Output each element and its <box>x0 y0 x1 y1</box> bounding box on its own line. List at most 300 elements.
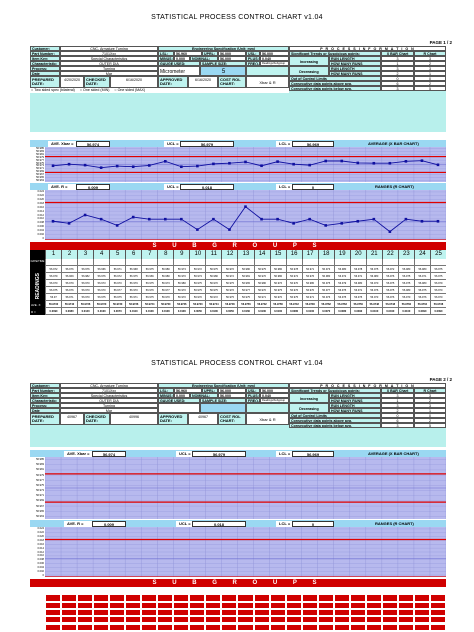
reading-cell-empty[interactable] <box>430 616 446 623</box>
reading-cell-empty[interactable] <box>254 602 270 609</box>
date-time-cell[interactable] <box>366 259 382 266</box>
reading-cell-empty[interactable] <box>237 616 253 623</box>
reading-cell-empty[interactable] <box>61 609 77 616</box>
reading-cell-empty[interactable] <box>205 609 221 616</box>
lsl-value[interactable]: 56.960 <box>174 51 202 56</box>
range-cell[interactable]: 0.0110 <box>125 308 141 315</box>
reading-cell-empty[interactable] <box>398 587 414 594</box>
reading-cell-empty[interactable] <box>318 616 334 623</box>
reading-cell[interactable]: 56.975 <box>45 287 61 294</box>
reading-cell-empty[interactable] <box>77 594 93 601</box>
reading-cell-empty[interactable] <box>141 609 157 616</box>
date-time-cell[interactable] <box>430 259 446 266</box>
reading-cell-empty[interactable] <box>221 594 237 601</box>
reading-cell-empty[interactable] <box>189 609 205 616</box>
date-time-cell[interactable] <box>254 259 270 266</box>
reading-cell-empty[interactable] <box>302 624 318 631</box>
reading-cell-empty[interactable] <box>61 587 77 594</box>
reading-cell-empty[interactable] <box>334 602 350 609</box>
reading-cell-empty[interactable] <box>221 624 237 631</box>
reading-cell[interactable]: 56.975 <box>334 294 350 301</box>
reading-cell-empty[interactable] <box>141 624 157 631</box>
date-value[interactable]: Mar <box>60 71 158 76</box>
reading-cell-empty[interactable] <box>318 624 334 631</box>
plus-value[interactable]: 0.040 <box>260 393 289 398</box>
reading-cell[interactable]: 56.975 <box>205 287 221 294</box>
reading-cell[interactable]: 56.975 <box>205 266 221 273</box>
reading-cell[interactable]: 56.980 <box>302 280 318 287</box>
date-time-cell[interactable] <box>414 259 430 266</box>
reading-cell-empty[interactable] <box>93 602 109 609</box>
reading-cell-empty[interactable] <box>398 616 414 623</box>
date-time-cell[interactable] <box>125 259 141 266</box>
reading-cell[interactable]: 56.980 <box>205 273 221 280</box>
reading-cell[interactable]: 56.979 <box>61 280 77 287</box>
ave-cell[interactable]: 56.9732 <box>45 301 61 308</box>
reading-cell[interactable]: 56.976 <box>61 266 77 273</box>
reading-cell-empty[interactable] <box>430 602 446 609</box>
reading-cell[interactable]: 56.970 <box>77 294 93 301</box>
reading-cell[interactable]: 56.980 <box>237 266 253 273</box>
reading-cell-empty[interactable] <box>205 624 221 631</box>
ave-cell[interactable]: 56.9762 <box>318 301 334 308</box>
ave-cell[interactable]: 56.9750 <box>350 301 366 308</box>
reading-cell-empty[interactable] <box>221 587 237 594</box>
date-time-cell[interactable] <box>157 259 173 266</box>
reading-cell-empty[interactable] <box>382 624 398 631</box>
reading-cell-empty[interactable] <box>382 602 398 609</box>
reading-cell-empty[interactable] <box>302 587 318 594</box>
reading-cell-empty[interactable] <box>366 609 382 616</box>
reading-cell-empty[interactable] <box>61 616 77 623</box>
reading-cell[interactable]: 56.975 <box>254 266 270 273</box>
reading-cell[interactable]: 56.970 <box>398 294 414 301</box>
reading-cell[interactable]: 56.976 <box>302 273 318 280</box>
date-time-cell[interactable] <box>302 259 318 266</box>
item-key-value[interactable]: Special Characteristics <box>60 393 158 398</box>
reading-cell[interactable]: 56.979 <box>334 280 350 287</box>
reading-cell[interactable]: 56.975 <box>414 287 430 294</box>
reading-cell[interactable]: 56.975 <box>125 273 141 280</box>
reading-cell[interactable]: 56.973 <box>173 266 189 273</box>
reading-cell-empty[interactable] <box>189 624 205 631</box>
reading-cell-empty[interactable] <box>109 624 125 631</box>
reading-cell-empty[interactable] <box>414 587 430 594</box>
reading-cell-empty[interactable] <box>157 602 173 609</box>
reading-cell[interactable]: 56.976 <box>286 287 302 294</box>
reading-cell[interactable]: 56.976 <box>318 294 334 301</box>
reading-cell-empty[interactable] <box>189 616 205 623</box>
reading-cell[interactable]: 56.980 <box>350 280 366 287</box>
range-cell[interactable]: 0.0090 <box>350 308 366 315</box>
two-sided-radio[interactable]: ○ Two sided spec (bilateral) <box>31 88 75 92</box>
reading-cell[interactable]: 56.966 <box>93 266 109 273</box>
reading-cell[interactable]: 56.976 <box>141 287 157 294</box>
reading-cell[interactable]: 56.973 <box>366 294 382 301</box>
reading-cell[interactable]: 56.970 <box>45 280 61 287</box>
reading-cell-empty[interactable] <box>350 624 366 631</box>
reading-cell[interactable]: 56.970 <box>173 273 189 280</box>
usl-value[interactable]: 56.000 <box>260 388 289 393</box>
ave-cell[interactable]: 56.9734 <box>141 301 157 308</box>
reading-cell-empty[interactable] <box>254 616 270 623</box>
reading-cell-empty[interactable] <box>173 594 189 601</box>
reading-cell[interactable]: 56.975 <box>398 273 414 280</box>
range-cell[interactable]: 0.0080 <box>334 308 350 315</box>
reading-cell-empty[interactable] <box>157 609 173 616</box>
reading-cell-empty[interactable] <box>286 616 302 623</box>
reading-cell-empty[interactable] <box>125 594 141 601</box>
range-cell[interactable]: 0.0100 <box>270 308 286 315</box>
reading-cell[interactable]: 56.980 <box>157 273 173 280</box>
customer-value[interactable]: CNC- Armature Turning <box>60 383 158 388</box>
reading-cell[interactable]: 56.976 <box>77 266 93 273</box>
reading-cell-empty[interactable] <box>366 624 382 631</box>
range-cell[interactable]: 0.0160 <box>237 308 253 315</box>
range-cell[interactable]: 0.0100 <box>173 308 189 315</box>
reading-cell-empty[interactable] <box>93 587 109 594</box>
date-time-cell[interactable] <box>382 259 398 266</box>
reading-cell[interactable]: 56.980 <box>334 266 350 273</box>
reading-cell-empty[interactable] <box>109 602 125 609</box>
reading-cell-empty[interactable] <box>173 616 189 623</box>
plus-value[interactable]: 0.040 <box>260 56 289 61</box>
nominal-value[interactable]: 56.000 <box>218 56 246 61</box>
reading-cell[interactable]: 56.979 <box>430 280 446 287</box>
reading-cell-empty[interactable] <box>414 602 430 609</box>
reading-cell-empty[interactable] <box>254 624 270 631</box>
reading-cell-empty[interactable] <box>157 616 173 623</box>
one-sided-max-radio[interactable]: ○ One sided (MAX) <box>114 88 146 92</box>
reading-cell[interactable]: 56.973 <box>157 280 173 287</box>
reading-cell[interactable]: 56.980 <box>254 280 270 287</box>
reading-cell[interactable]: 56.975 <box>221 294 237 301</box>
ave-cell[interactable]: 56.9720 <box>93 301 109 308</box>
reading-cell-empty[interactable] <box>430 594 446 601</box>
reading-cell[interactable]: 56.970 <box>254 287 270 294</box>
reading-cell[interactable]: 56.975 <box>109 294 125 301</box>
date-time-cell[interactable] <box>45 259 61 266</box>
ave-cell[interactable]: 56.9748 <box>221 301 237 308</box>
approved-value[interactable]: 40967 <box>188 413 218 425</box>
reading-cell-empty[interactable] <box>302 609 318 616</box>
reading-cell-empty[interactable] <box>430 587 446 594</box>
reading-cell[interactable]: 56.970 <box>109 280 125 287</box>
range-cell[interactable]: 0.0070 <box>109 308 125 315</box>
range-cell[interactable]: 0.0100 <box>398 308 414 315</box>
reading-cell[interactable]: 56.975 <box>382 280 398 287</box>
reading-cell-empty[interactable] <box>270 616 286 623</box>
reading-cell[interactable]: 56.979 <box>45 273 61 280</box>
reading-cell-empty[interactable] <box>286 609 302 616</box>
reading-cell[interactable]: 56.980 <box>270 273 286 280</box>
ave-cell[interactable]: 56.9764 <box>414 301 430 308</box>
reading-cell-empty[interactable] <box>318 587 334 594</box>
prepared-value[interactable]: 4/20/2020 <box>60 76 84 88</box>
lsl-value[interactable]: 56.960 <box>174 388 202 393</box>
reading-cell-empty[interactable] <box>334 609 350 616</box>
date-time-cell[interactable] <box>334 259 350 266</box>
characteristic-value[interactable]: OUTER DIA <box>60 61 158 66</box>
date-time-cell[interactable] <box>205 259 221 266</box>
reading-cell-empty[interactable] <box>237 624 253 631</box>
reading-cell[interactable]: 56.980 <box>398 266 414 273</box>
reading-cell[interactable]: 56.970 <box>302 287 318 294</box>
reading-cell-empty[interactable] <box>77 616 93 623</box>
ave-cell[interactable]: 56.9730 <box>109 301 125 308</box>
date-time-cell[interactable] <box>221 259 237 266</box>
reading-cell[interactable]: 56.970 <box>77 287 93 294</box>
reading-cell-empty[interactable] <box>334 594 350 601</box>
range-cell[interactable]: 0.0100 <box>141 308 157 315</box>
date-time-cell[interactable] <box>318 259 334 266</box>
reading-cell-empty[interactable] <box>173 609 189 616</box>
reading-cell-empty[interactable] <box>45 616 61 623</box>
reading-cell-empty[interactable] <box>382 587 398 594</box>
reading-cell-empty[interactable] <box>221 609 237 616</box>
reading-cell-empty[interactable] <box>286 594 302 601</box>
ave-cell[interactable]: 56.9736 <box>77 301 93 308</box>
reading-cell-empty[interactable] <box>286 587 302 594</box>
reading-cell-empty[interactable] <box>350 609 366 616</box>
reading-cell[interactable]: 56.975 <box>350 294 366 301</box>
reading-cell-empty[interactable] <box>270 602 286 609</box>
reading-cell-empty[interactable] <box>237 594 253 601</box>
range-cell[interactable]: 0.0100 <box>157 308 173 315</box>
reading-cell[interactable]: 56.970 <box>205 280 221 287</box>
reading-cell-empty[interactable] <box>430 624 446 631</box>
uprl-value[interactable]: 56.000 <box>218 388 246 393</box>
reading-cell[interactable]: 56.975 <box>141 294 157 301</box>
checked-value[interactable]: 6/16/2020 <box>110 76 158 88</box>
range-cell[interactable]: 0.0050 <box>189 308 205 315</box>
reading-cell-empty[interactable] <box>93 624 109 631</box>
reading-cell-empty[interactable] <box>77 587 93 594</box>
reading-cell-empty[interactable] <box>205 602 221 609</box>
reading-cell[interactable]: 56.971 <box>350 287 366 294</box>
reading-cell-empty[interactable] <box>189 602 205 609</box>
reading-cell[interactable]: 56.975 <box>398 280 414 287</box>
customer-value[interactable]: CNC- Armature Turning <box>60 46 158 51</box>
reading-cell[interactable]: 56.975 <box>237 294 253 301</box>
reading-cell-empty[interactable] <box>157 587 173 594</box>
freq-value[interactable]: Readings/Subgroup <box>260 398 289 403</box>
reading-cell[interactable]: 56.972 <box>334 273 350 280</box>
reading-cell-empty[interactable] <box>350 594 366 601</box>
reading-cell[interactable]: 56.976 <box>61 287 77 294</box>
range-cell[interactable]: 0.0090 <box>414 308 430 315</box>
reading-cell[interactable]: 56.975 <box>382 287 398 294</box>
date-time-cell[interactable] <box>286 259 302 266</box>
reading-cell[interactable]: 56.976 <box>270 280 286 287</box>
reading-cell[interactable]: 56.970 <box>270 294 286 301</box>
reading-cell-empty[interactable] <box>141 616 157 623</box>
freq-value[interactable]: Readings/Subgroup <box>260 61 289 66</box>
ave-cell[interactable]: 56.9730 <box>189 301 205 308</box>
ave-cell[interactable]: 56.9742 <box>61 301 77 308</box>
reading-cell-empty[interactable] <box>61 624 77 631</box>
reading-cell-empty[interactable] <box>350 602 366 609</box>
date-time-cell[interactable] <box>189 259 205 266</box>
reading-cell-empty[interactable] <box>254 594 270 601</box>
reading-cell-empty[interactable] <box>302 594 318 601</box>
reading-cell-empty[interactable] <box>189 594 205 601</box>
reading-cell-empty[interactable] <box>61 602 77 609</box>
date-time-cell[interactable] <box>270 259 286 266</box>
reading-cell[interactable]: 56.975 <box>318 280 334 287</box>
date-value[interactable]: Mar <box>60 408 158 413</box>
usl-value[interactable]: 56.000 <box>260 51 289 56</box>
reading-cell-empty[interactable] <box>125 587 141 594</box>
reading-cell[interactable]: 56.971 <box>254 294 270 301</box>
reading-cell-empty[interactable] <box>414 616 430 623</box>
range-cell[interactable]: 0.0090 <box>45 308 61 315</box>
ave-cell[interactable]: 56.9748 <box>382 301 398 308</box>
ave-cell[interactable]: 56.9760 <box>157 301 173 308</box>
reading-cell[interactable]: 56.975 <box>430 266 446 273</box>
reading-cell-empty[interactable] <box>254 609 270 616</box>
reading-cell-empty[interactable] <box>109 587 125 594</box>
date-time-cell[interactable] <box>173 259 189 266</box>
reading-cell[interactable]: 56.970 <box>173 287 189 294</box>
reading-cell[interactable]: 56.972 <box>286 273 302 280</box>
ave-cell[interactable]: 56.9742 <box>286 301 302 308</box>
approved-value[interactable]: 6/16/2020 <box>188 76 218 88</box>
reading-cell-empty[interactable] <box>45 587 61 594</box>
reading-cell-empty[interactable] <box>366 594 382 601</box>
ave-cell[interactable]: 56.9760 <box>398 301 414 308</box>
minus-value[interactable]: 0.000 <box>174 56 190 61</box>
reading-cell[interactable]: 56.972 <box>205 294 221 301</box>
reading-cell[interactable]: 56.971 <box>414 273 430 280</box>
reading-cell-empty[interactable] <box>205 594 221 601</box>
reading-cell[interactable]: 56.977 <box>237 287 253 294</box>
reading-cell[interactable]: 56.975 <box>286 294 302 301</box>
reading-cell[interactable]: 56.970 <box>254 273 270 280</box>
reading-cell-empty[interactable] <box>93 594 109 601</box>
reading-cell-empty[interactable] <box>77 602 93 609</box>
reading-cell[interactable]: 56.975 <box>430 273 446 280</box>
reading-cell[interactable]: 56.975 <box>189 287 205 294</box>
reading-cell-empty[interactable] <box>221 602 237 609</box>
reading-cell-empty[interactable] <box>141 602 157 609</box>
reading-cell[interactable]: 56.972 <box>109 273 125 280</box>
range-cell[interactable]: 0.0120 <box>77 308 93 315</box>
reading-cell[interactable]: 56.972 <box>382 266 398 273</box>
reading-cell[interactable]: 56.976 <box>382 294 398 301</box>
reading-cell[interactable]: 56.975 <box>270 287 286 294</box>
reading-cell-empty[interactable] <box>350 587 366 594</box>
reading-cell-empty[interactable] <box>414 594 430 601</box>
reading-cell[interactable]: 56.975 <box>141 266 157 273</box>
reading-cell[interactable]: 56.980 <box>157 266 173 273</box>
reading-cell-empty[interactable] <box>205 587 221 594</box>
reading-cell[interactable]: 56.971 <box>302 294 318 301</box>
reading-cell[interactable]: 56.971 <box>61 294 77 301</box>
reading-cell[interactable]: 56.965 <box>237 280 253 287</box>
checked-value[interactable]: 40996 <box>110 413 158 425</box>
reading-cell-empty[interactable] <box>286 602 302 609</box>
reading-cell[interactable]: 56.980 <box>366 273 382 280</box>
reading-cell-empty[interactable] <box>270 609 286 616</box>
reading-cell-empty[interactable] <box>366 587 382 594</box>
uprl-value[interactable]: 56.000 <box>218 51 246 56</box>
process-value[interactable]: Turning <box>60 66 158 71</box>
date-time-cell[interactable] <box>61 259 77 266</box>
reading-cell-empty[interactable] <box>270 587 286 594</box>
reading-cell-empty[interactable] <box>173 602 189 609</box>
reading-cell-empty[interactable] <box>302 602 318 609</box>
gauge-value-blank[interactable] <box>158 403 200 413</box>
reading-cell-empty[interactable] <box>286 624 302 631</box>
reading-cell[interactable]: 56.970 <box>430 294 446 301</box>
reading-cell[interactable]: 56.973 <box>318 266 334 273</box>
reading-cell-empty[interactable] <box>318 609 334 616</box>
reading-cell-empty[interactable] <box>45 602 61 609</box>
reading-cell[interactable]: 56.968 <box>125 266 141 273</box>
ave-cell[interactable]: 56.9762 <box>334 301 350 308</box>
reading-cell[interactable]: 56.970 <box>286 280 302 287</box>
reading-cell[interactable]: 56.971 <box>302 266 318 273</box>
reading-cell-empty[interactable] <box>93 609 109 616</box>
ave-cell[interactable]: 56.9726 <box>173 301 189 308</box>
range-cell[interactable]: 0.0040 <box>382 308 398 315</box>
reading-cell[interactable]: 56.970 <box>173 294 189 301</box>
reading-cell[interactable]: 56.975 <box>366 266 382 273</box>
reading-cell[interactable]: 56.970 <box>366 280 382 287</box>
reading-cell-empty[interactable] <box>173 587 189 594</box>
reading-cell-empty[interactable] <box>366 616 382 623</box>
date-time-cell[interactable] <box>93 259 109 266</box>
reading-cell-empty[interactable] <box>61 594 77 601</box>
reading-cell-empty[interactable] <box>189 587 205 594</box>
reading-cell-empty[interactable] <box>254 587 270 594</box>
reading-cell[interactable]: 56.975 <box>189 280 205 287</box>
sample-size-blank[interactable] <box>200 403 246 413</box>
range-cell[interactable]: 0.0080 <box>61 308 77 315</box>
nominal-value[interactable]: 56.000 <box>218 393 246 398</box>
reading-cell[interactable]: 56.971 <box>125 294 141 301</box>
reading-cell-empty[interactable] <box>125 609 141 616</box>
ave-cell[interactable]: 56.9736 <box>302 301 318 308</box>
reading-cell-empty[interactable] <box>270 624 286 631</box>
date-time-cell[interactable] <box>109 259 125 266</box>
reading-cell-empty[interactable] <box>430 609 446 616</box>
characteristic-value[interactable]: OUTER DIA <box>60 398 158 403</box>
reading-cell[interactable]: 56.972 <box>189 266 205 273</box>
chart-type-value[interactable]: Xbar & R <box>246 76 289 88</box>
date-time-cell[interactable] <box>237 259 253 266</box>
range-cell[interactable]: 0.0100 <box>366 308 382 315</box>
reading-cell[interactable]: 56.977 <box>318 287 334 294</box>
reading-cell-empty[interactable] <box>157 594 173 601</box>
date-time-cell[interactable] <box>398 259 414 266</box>
reading-cell[interactable]: 56.966 <box>141 273 157 280</box>
range-cell[interactable]: 0.0050 <box>221 308 237 315</box>
reading-cell[interactable]: 56.980 <box>173 280 189 287</box>
reading-cell[interactable]: 56.969 <box>61 273 77 280</box>
process-value[interactable]: Turning <box>60 403 158 408</box>
range-cell[interactable]: 0.0070 <box>318 308 334 315</box>
reading-cell-empty[interactable] <box>205 616 221 623</box>
ave-cell[interactable]: 56.9744 <box>205 301 221 308</box>
reading-cell-empty[interactable] <box>77 609 93 616</box>
gauge-value[interactable]: Micrometer <box>158 66 200 76</box>
reading-cell[interactable]: 56.980 <box>414 280 430 287</box>
reading-cell[interactable]: 56.980 <box>270 266 286 273</box>
one-sided-min-radio[interactable]: ○ One sided (MIN) <box>79 88 110 92</box>
reading-cell[interactable]: 56.976 <box>382 273 398 280</box>
